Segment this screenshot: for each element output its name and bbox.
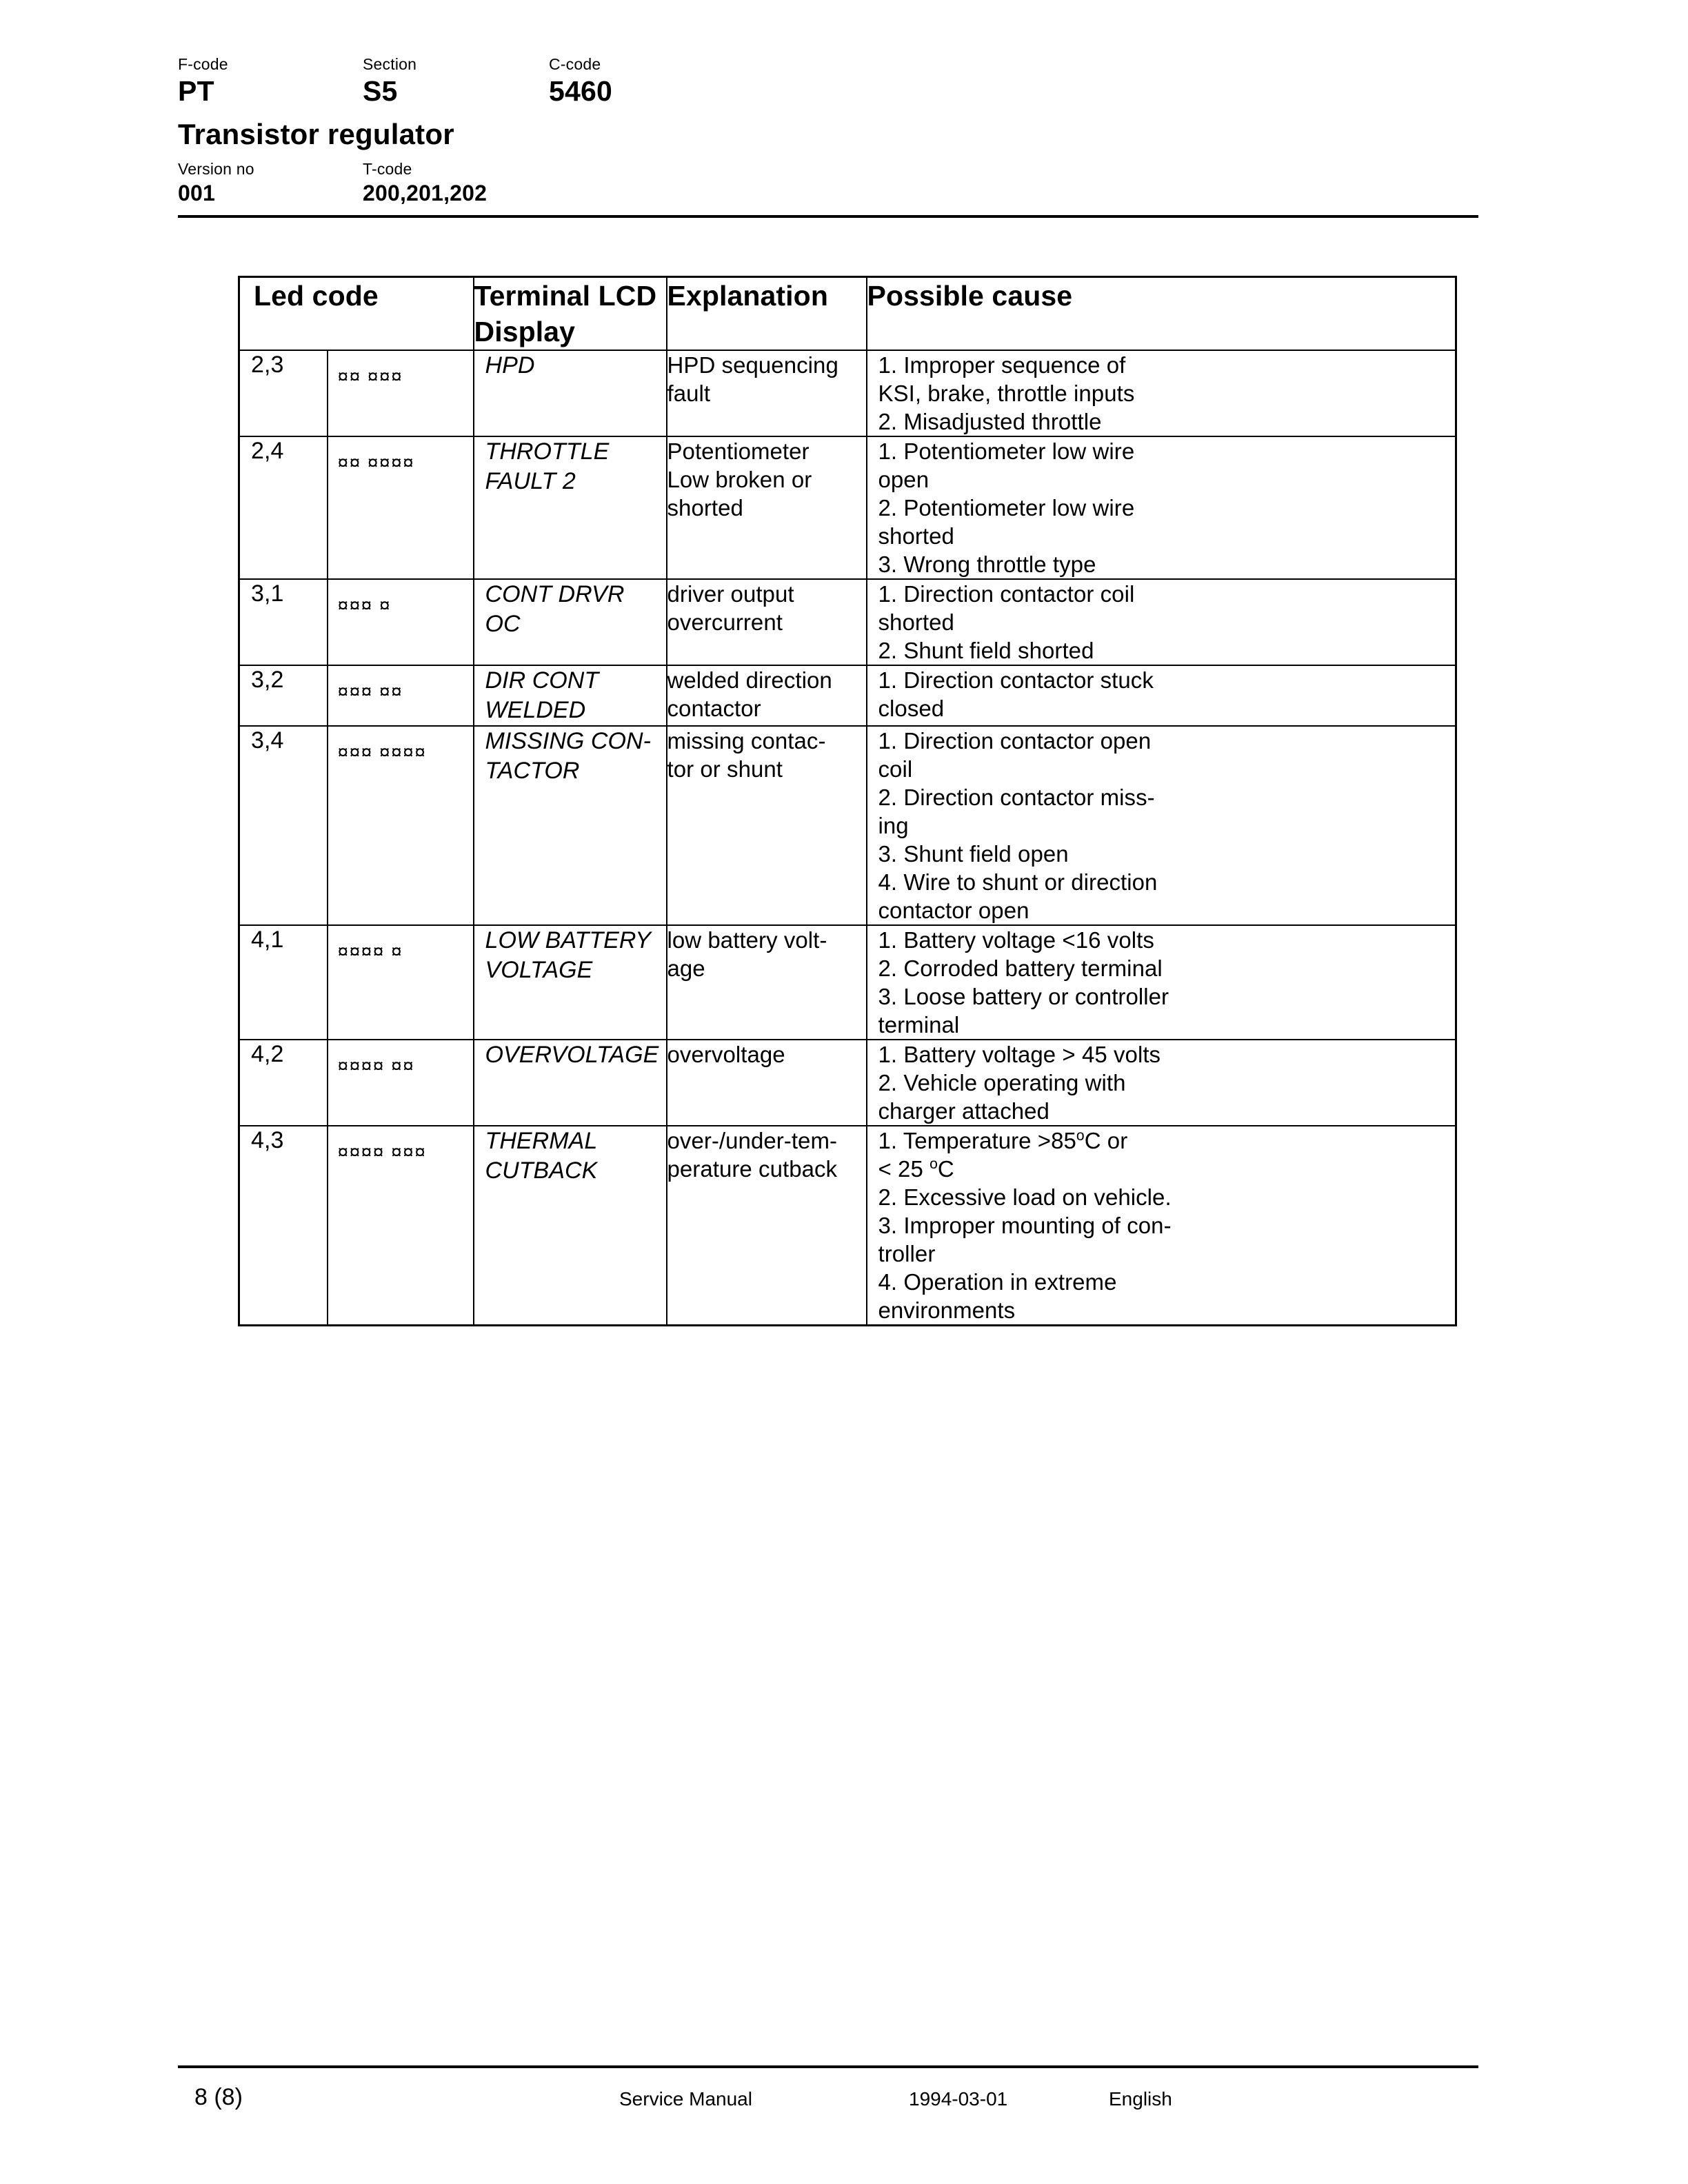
version-label: Version no (178, 160, 254, 178)
text-line: THROTTLE (485, 438, 610, 465)
text-line: over-/under-tem- (667, 1128, 838, 1153)
text-line: open (878, 467, 930, 492)
text-line: 2. Corroded battery terminal (878, 956, 1163, 981)
table-body (239, 350, 1456, 1326)
column-header-terminal-lcd: Terminal LCD Display (474, 277, 667, 351)
fault-code-table (238, 276, 1457, 1326)
explanation-text (667, 350, 867, 436)
terminal-lcd-text (474, 579, 667, 665)
text-line: terminal (878, 1012, 960, 1038)
section-label: Section (363, 55, 417, 73)
tcode-value: 200,201,202 (363, 181, 488, 205)
led-code-value: 4,2 (239, 1040, 328, 1126)
page-footer (178, 2079, 1478, 2121)
text-line: HPD (485, 352, 535, 378)
text-line: 2. Shunt field shorted (878, 638, 1094, 663)
document-header (178, 54, 1488, 207)
led-code-value: 3,2 (239, 665, 328, 726)
led-code-value: 4,3 (239, 1126, 328, 1326)
led-code-value: 3,1 (239, 579, 328, 665)
explanation-text (667, 665, 867, 726)
table-row (239, 665, 1456, 726)
text-line: 3. Shunt field open (878, 841, 1069, 867)
led-code-value: 4,1 (239, 925, 328, 1040)
footer-page-number: 8 (8) (194, 2084, 243, 2110)
text-line: environments (878, 1297, 1016, 1323)
text-line: charger attached (878, 1098, 1049, 1124)
text-line: CUTBACK (485, 1157, 598, 1184)
fcode-value: PT (178, 75, 214, 107)
text-line: troller (878, 1241, 936, 1266)
text-line: tor or shunt (667, 756, 783, 782)
text-line: 2. Potentiometer low wire (878, 495, 1135, 520)
explanation-text (667, 579, 867, 665)
text-line: 1. Direction contactor open (878, 728, 1152, 754)
text-line: low battery volt- (667, 927, 827, 953)
led-code-value: 3,4 (239, 726, 328, 925)
text-line: < 25 $^o$C (878, 1156, 954, 1182)
text-line: contactor open (878, 898, 1029, 923)
text-line: 1. Battery voltage > 45 volts (878, 1042, 1161, 1067)
table-row (239, 726, 1456, 925)
led-code-value: 2,3 (239, 350, 328, 436)
text-line: 2. Vehicle operating with (878, 1070, 1126, 1095)
header-field-version (178, 159, 363, 207)
text-line: coil (878, 756, 913, 782)
terminal-lcd-text (474, 665, 667, 726)
text-line: shorted (878, 609, 954, 635)
explanation-text (667, 1126, 867, 1326)
fcode-label: F-code (178, 55, 228, 73)
header-field-tcode (363, 159, 776, 207)
text-line: shorted (878, 523, 954, 549)
header-meta-row-2 (178, 159, 1488, 207)
table-row (239, 436, 1456, 579)
text-line: 3. Improper mounting of con- (878, 1213, 1172, 1238)
terminal-lcd-text (474, 436, 667, 579)
text-line: TACTOR (485, 758, 580, 784)
text-line: 2. Direction contactor miss- (878, 785, 1155, 810)
text-line: 1. Direction contactor stuck (878, 667, 1154, 693)
led-code-value: 2,4 (239, 436, 328, 579)
explanation-text (667, 1040, 867, 1126)
text-line: overcurrent (667, 609, 783, 635)
text-line: 4. Wire to shunt or direction (878, 869, 1158, 895)
text-line: OVERVOLTAGE (485, 1042, 659, 1068)
table-row (239, 579, 1456, 665)
led-blink-pattern-icon: ¤¤ ¤¤¤ (328, 350, 474, 436)
terminal-lcd-text (474, 726, 667, 925)
explanation-text (667, 925, 867, 1040)
text-line: ing (878, 813, 909, 838)
text-line: WELDED (485, 697, 586, 723)
text-line: LOW BATTERY (485, 927, 651, 953)
text-line: missing contac- (667, 728, 826, 754)
text-line: Potentiometer (667, 438, 810, 464)
explanation-text (667, 726, 867, 925)
text-line: FAULT 2 (485, 468, 576, 494)
page-title: Transistor regulator (178, 118, 454, 150)
possible-cause-text (867, 1126, 1456, 1326)
text-line: HPD sequencing (667, 352, 838, 378)
text-line: MISSING CON- (485, 728, 651, 754)
text-line: DIR CONT (485, 667, 599, 694)
version-value: 001 (178, 181, 215, 205)
text-line: Low broken or (667, 467, 812, 492)
text-line: CONT DRVR (485, 581, 625, 607)
header-divider (178, 215, 1478, 218)
text-line: 2. Misadjusted throttle (878, 409, 1102, 434)
section-value: S5 (363, 75, 398, 107)
text-line: 1. Potentiometer low wire (878, 438, 1135, 464)
header-field-fcode (178, 54, 363, 108)
footer-language: English (1109, 2088, 1172, 2110)
footer-divider (178, 2065, 1478, 2068)
table-row (239, 1040, 1456, 1126)
possible-cause-text (867, 665, 1456, 726)
text-line: driver output (667, 581, 794, 607)
table-header (239, 277, 1456, 351)
led-blink-pattern-icon: ¤¤¤¤ ¤¤ (328, 1040, 474, 1126)
text-line: fault (667, 381, 711, 406)
terminal-lcd-text (474, 1040, 667, 1126)
led-blink-pattern-icon: ¤¤¤ ¤ (328, 579, 474, 665)
header-meta-row-1 (178, 54, 1488, 108)
text-line: perature cutback (667, 1156, 838, 1182)
led-blink-pattern-icon: ¤¤¤¤ ¤¤¤ (328, 1126, 474, 1326)
text-line: 4. Operation in extreme (878, 1269, 1117, 1295)
led-blink-pattern-icon: ¤¤¤¤ ¤ (328, 925, 474, 1040)
text-line: OC (485, 611, 521, 637)
possible-cause-text (867, 579, 1456, 665)
text-line: 1. Battery voltage <16 volts (878, 927, 1154, 953)
column-header-possible-cause: Possible cause (867, 277, 1456, 351)
text-line: KSI, brake, throttle inputs (878, 381, 1135, 406)
possible-cause-text (867, 350, 1456, 436)
text-line: contactor (667, 696, 761, 721)
led-blink-pattern-icon: ¤¤ ¤¤¤¤ (328, 436, 474, 579)
explanation-text (667, 436, 867, 579)
terminal-lcd-text (474, 1126, 667, 1326)
text-line: age (667, 956, 705, 981)
table-row (239, 1126, 1456, 1326)
text-line: VOLTAGE (485, 957, 593, 983)
column-header-led-code: Led code (239, 277, 474, 351)
text-line: closed (878, 696, 945, 721)
column-header-explanation: Explanation (667, 277, 867, 351)
table-header-row (239, 277, 1456, 351)
led-blink-pattern-icon: ¤¤¤ ¤¤¤¤ (328, 726, 474, 925)
possible-cause-text (867, 726, 1456, 925)
possible-cause-text (867, 1040, 1456, 1126)
ccode-label: C-code (549, 55, 601, 73)
terminal-lcd-text (474, 925, 667, 1040)
text-line: 1. Direction contactor coil (878, 581, 1135, 607)
header-field-ccode (549, 54, 825, 108)
table-row (239, 350, 1456, 436)
text-line: overvoltage (667, 1042, 785, 1067)
ccode-value: 5460 (549, 75, 613, 107)
text-line: 3. Wrong throttle type (878, 552, 1096, 577)
footer-date: 1994-03-01 (909, 2088, 1008, 2110)
text-line: 1. Temperature $>85^oC$ or (878, 1128, 1128, 1153)
footer-document-type: Service Manual (619, 2088, 752, 2110)
text-line: 1. Improper sequence of (878, 352, 1126, 378)
possible-cause-text (867, 925, 1456, 1040)
text-line: THERMAL (485, 1128, 598, 1154)
tcode-label: T-code (363, 160, 412, 178)
text-line: 3. Loose battery or controller (878, 984, 1169, 1009)
possible-cause-text (867, 436, 1456, 579)
table-row (239, 925, 1456, 1040)
terminal-lcd-text (474, 350, 667, 436)
text-line: 2. Excessive load on vehicle. (878, 1184, 1172, 1210)
text-line: shorted (667, 495, 743, 520)
header-field-section (363, 54, 549, 108)
text-line: welded direction (667, 667, 832, 693)
led-blink-pattern-icon: ¤¤¤ ¤¤ (328, 665, 474, 726)
